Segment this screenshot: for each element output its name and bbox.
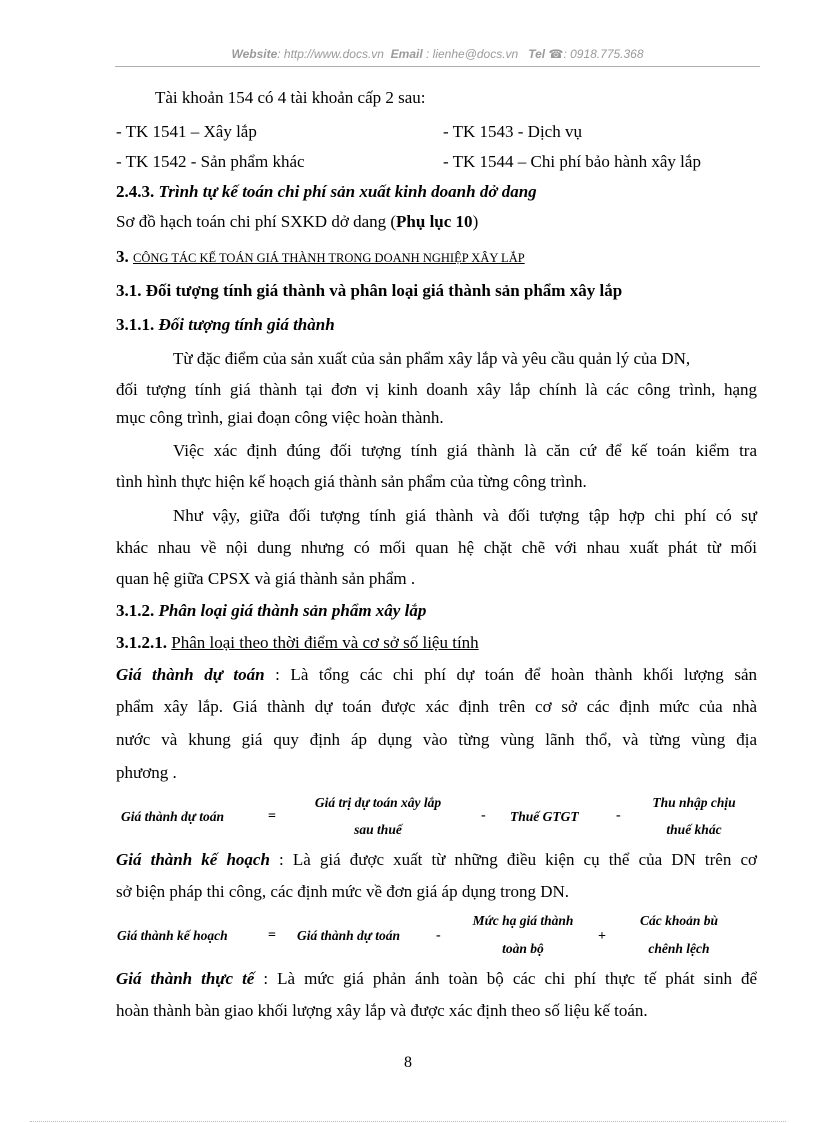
paragraph-2-line-2: tình hình thực hiện kế hoạch giá thành sản phẩm của từng công trình. <box>116 472 587 491</box>
term-thucte: Giá thành thực tế <box>116 969 255 988</box>
minus-sign: - <box>481 808 486 823</box>
formula-term-3-line-2: thuế khác <box>666 822 722 837</box>
page-header <box>115 47 760 61</box>
heading-number: 2.4.3. <box>116 182 155 201</box>
term-kehoach: Giá thành kế hoạch <box>116 850 270 869</box>
minus-sign: - <box>436 928 441 943</box>
paragraph-2-line-1: Việc xác định đúng đối tượng tính giá thành là căn cứ để kế toán kiểm tra <box>173 441 757 460</box>
formula-term-2-line-2: toàn bộ <box>502 941 544 956</box>
formula-term-3-line-1: Thu nhập chịu <box>652 795 736 810</box>
dutoan-line-4: phương . <box>116 763 177 782</box>
tel-value: ☎: 0918.775.368 <box>548 47 644 61</box>
paragraph-1-line-1: Từ đặc điểm của sản xuất của sản phẩm xây lắp và yêu cầu quản lý của DN, <box>173 349 691 368</box>
formula-term-2: Thuế GTGT <box>510 809 579 824</box>
dutoan-line-3: nước và khung giá quy định áp dụng vào từng vùng lãnh thổ, và từng vùng địa <box>116 730 757 749</box>
page-bottom-divider <box>30 1121 786 1122</box>
heading-3-1-1 <box>116 315 335 335</box>
header-divider <box>115 66 760 67</box>
account-1541: - TK 1541 – Xây lắp <box>116 122 257 141</box>
equals-sign: = <box>268 809 276 824</box>
page-number: 8 <box>404 1054 412 1071</box>
heading-title: CÔNG TÁC KẾ TOÁN GIÁ THÀNH TRONG DOANH NGHIỆP XÂY LẮP <box>133 251 525 265</box>
plus-sign: + <box>598 929 606 944</box>
heading-title: Phân loại theo thời điểm và cơ sở số liệu tính <box>171 633 479 652</box>
paragraph-3-line-1: Như vậy, giữa đối tượng tính giá thành và đối tượng tập hợp chi phí có sự <box>173 506 757 525</box>
account-1542: - TK 1542 - Sản phẩm khác <box>116 152 305 171</box>
heading-3 <box>116 247 525 268</box>
paragraph-3-line-3: quan hệ giữa CPSX và giá thành sản phẩm . <box>116 569 416 588</box>
term-dutoan: Giá thành dự toán <box>116 665 265 684</box>
appendix-ref: Phụ lục 10 <box>396 212 473 231</box>
heading-number: 3.1.2. <box>116 601 155 620</box>
thucte-line-2: hoàn thành bàn giao khối lượng xây lắp và được xác định theo số liệu kế toán. <box>116 1001 648 1020</box>
formula-term-2-line-1: Mức hạ giá thành <box>472 913 574 928</box>
heading-number: 3.1.1. <box>116 315 155 334</box>
formula-lhs: Giá thành kế hoạch <box>117 928 228 943</box>
formula-term-1-line-2: sau thuế <box>354 822 402 837</box>
heading-3-1: 3.1. Đối tượng tính giá thành và phân loại giá thành sản phẩm xây lắp <box>116 281 623 300</box>
thucte-line-1 <box>116 969 757 989</box>
heading-title: Trình tự kế toán chi phí sản xuất kinh doanh dở dang <box>158 182 537 201</box>
dutoan-line-2: phẩm xây lắp. Giá thành dự toán được xác định trên cơ sở các định mức của nhà <box>116 697 757 716</box>
account-1543: - TK 1543 - Dịch vụ <box>443 122 582 141</box>
website-value: : http://www.docs.vn <box>277 47 384 61</box>
email-value: : lienhe@docs.vn <box>426 47 519 61</box>
equals-sign: = <box>268 928 276 943</box>
paragraph-1-line-3: mục công trình, giai đoạn công việc hoàn thành. <box>116 408 444 427</box>
minus-sign: - <box>616 808 621 823</box>
dutoan-text: : Là tổng các chi phí dự toán để hoàn thành khối lượng sản <box>264 665 757 684</box>
paragraph-3-line-2: khác nhau về nội dung nhưng có mối quan hệ chặt chẽ với nhau xuất phát từ mối <box>116 538 757 557</box>
tel-label: Tel <box>528 47 546 61</box>
formula-term-1: Giá thành dự toán <box>297 928 400 943</box>
paragraph-1-line-2: đối tượng tính giá thành tại đơn vị kinh doanh xây lắp chính là các công trình, hạng <box>116 380 757 399</box>
heading-title: Phân loại giá thành sản phẩm xây lắp <box>158 601 427 620</box>
website-label: Website <box>231 47 278 61</box>
formula-term-1-line-1: Giá trị dự toán xây lắp <box>314 795 442 810</box>
diagram-close: ) <box>472 212 479 231</box>
kehoach-line-1 <box>116 850 757 870</box>
heading-3-1-2-1 <box>116 633 479 653</box>
kehoach-line-2: sở biện pháp thi công, các định mức về đơn giá áp dụng trong DN. <box>116 882 570 901</box>
heading-number: 3. <box>116 247 129 266</box>
kehoach-text: : Là giá được xuất từ những điều kiện cụ thể của DN trên cơ <box>269 850 757 869</box>
heading-3-1-2 <box>116 601 426 621</box>
heading-2-4-3 <box>116 182 537 202</box>
email-label: Email <box>390 47 423 61</box>
heading-title: Đối tượng tính giá thành <box>158 315 335 334</box>
thucte-text: : Là mức giá phản ánh toàn bộ các chi phí thực tế phát sinh để <box>254 969 758 988</box>
formula-term-3-line-2: chênh lệch <box>648 941 710 956</box>
diagram-reference <box>116 212 478 232</box>
heading-number: 3.1.2.1. <box>116 633 167 652</box>
formula-term-3-line-1: Các khoản bù <box>639 913 719 928</box>
dutoan-line-1 <box>116 665 757 685</box>
account-1544: - TK 1544 – Chi phí bảo hành xây lắp <box>443 152 701 171</box>
formula-lhs: Giá thành dự toán <box>121 809 224 824</box>
intro-text: Tài khoản 154 có 4 tài khoản cấp 2 sau: <box>155 88 426 107</box>
diagram-text: Sơ đồ hạch toán chi phí SXKD dở dang ( <box>116 212 397 231</box>
